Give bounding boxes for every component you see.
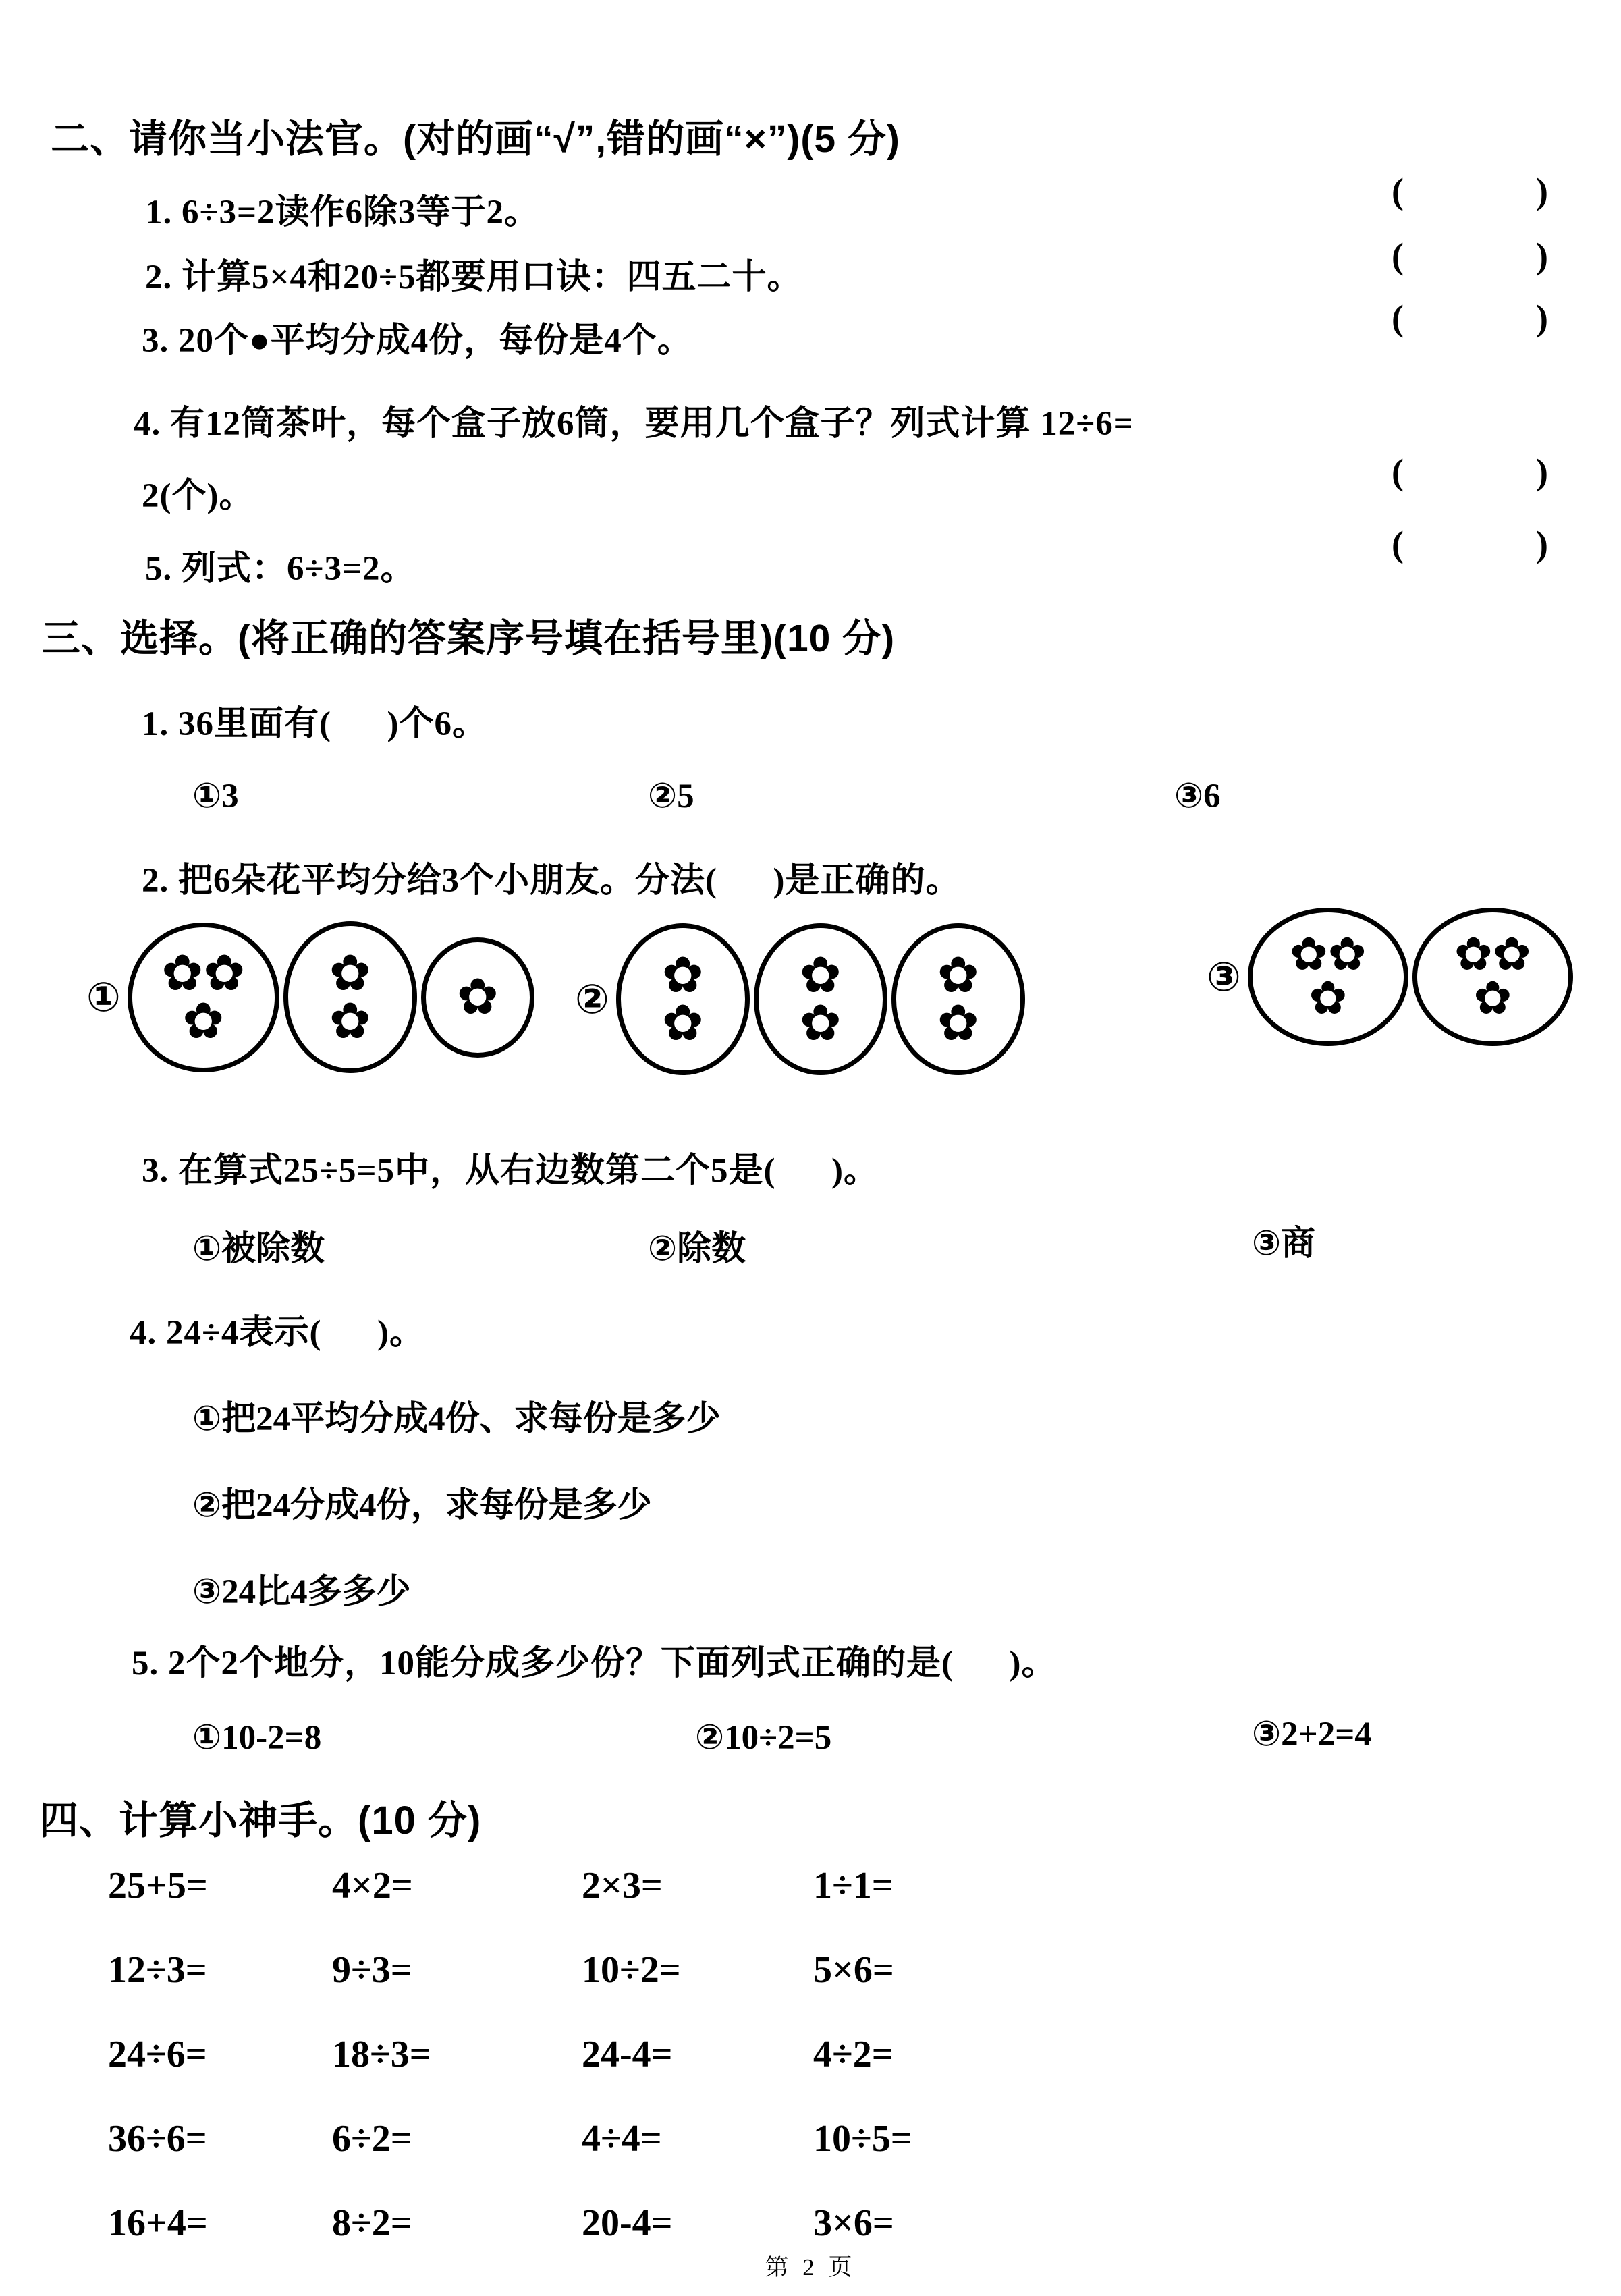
s2-item-1: 1. 6÷3=2读作6除3等于2。	[145, 194, 540, 231]
calc-problem-r4c2: 6÷2=	[332, 2118, 412, 2160]
paren-open: (	[1392, 524, 1404, 564]
s3-q1-option-3: ③6	[1174, 777, 1221, 815]
s2-item-2: 2. 计算5×4和20÷5都要用口诀：四五二十。	[145, 258, 802, 296]
paren-open: (	[1392, 171, 1404, 211]
calc-problem-r2c4: 5×6=	[813, 1949, 894, 1991]
flower-circle	[891, 923, 1025, 1075]
page-number: 第 2 页	[765, 2254, 856, 2280]
s3-q5-option-1: ①10-2=8	[192, 1719, 322, 1757]
paren-close: )	[1536, 452, 1548, 492]
flower-icons: ✿	[456, 968, 499, 1027]
answer-bracket-5	[1392, 523, 1548, 565]
calc-problem-r3c3: 24-4=	[582, 2033, 673, 2075]
s3-q4-suboption-3: ③24比4多多少	[192, 1573, 411, 1611]
flower-icons: ✿✿✿	[1289, 927, 1367, 1025]
flower-icons: ✿✿	[329, 944, 371, 1050]
flower-icons: ✿✿✿	[1454, 927, 1531, 1025]
figure-label-2: ②	[575, 975, 609, 1023]
flower-circle	[283, 921, 417, 1073]
section-four-title: 四、计算小神手。(10 分)	[39, 1799, 482, 1842]
s3-q3-option-2: ②除数	[648, 1230, 746, 1268]
s3-q3-option-3: ③商	[1252, 1225, 1316, 1263]
s3-q2-text: 2. 把6朵花平均分给3个小朋友。分法( )是正确的。	[142, 862, 961, 900]
calc-problem-r5c4: 3×6=	[813, 2202, 894, 2244]
flower-icons: ✿✿	[799, 946, 842, 1052]
calc-problem-r2c3: 10÷2=	[582, 1949, 681, 1991]
figure-label-3: ③	[1207, 953, 1241, 1001]
s3-q4-suboption-1: ①把24平均分成4份、求每份是多少	[192, 1400, 721, 1438]
answer-bracket-3	[1392, 297, 1548, 339]
paren-close: )	[1536, 298, 1548, 338]
flower-circle	[128, 923, 279, 1072]
calc-problem-r3c2: 18÷3=	[332, 2033, 431, 2075]
s2-item-3: 3. 20个●平均分成4份，每份是4个。	[142, 322, 692, 360]
flower-figure-option-2	[575, 923, 1029, 1075]
flower-circle	[754, 923, 887, 1075]
flower-circle	[421, 937, 534, 1058]
calc-problem-r5c1: 16+4=	[108, 2202, 208, 2244]
flower-icons: ✿✿	[661, 946, 704, 1052]
s2-item-4-line1: 4. 有12筒茶叶，每个盒子放6筒，要用几个盒子？列式计算 12÷6=	[134, 405, 1134, 443]
calc-problem-r4c1: 36÷6=	[108, 2118, 207, 2160]
calc-problem-r1c1: 25+5=	[108, 1865, 208, 1907]
s2-item-4-line2: 2(个)。	[142, 477, 254, 515]
flower-icons: ✿✿✿	[161, 944, 246, 1050]
calc-problem-r2c1: 12÷3=	[108, 1949, 207, 1991]
paren-close: )	[1536, 236, 1548, 276]
calc-problem-r3c1: 24÷6=	[108, 2033, 207, 2075]
answer-bracket-2	[1392, 235, 1548, 277]
calc-problem-r5c2: 8÷2=	[332, 2202, 412, 2244]
s3-q5-option-2: ②10÷2=5	[695, 1719, 832, 1757]
paren-close: )	[1536, 524, 1548, 564]
s3-q4-text: 4. 24÷4表示( )。	[130, 1314, 424, 1352]
paren-open: (	[1392, 236, 1404, 276]
s3-q1-option-1: ①3	[192, 777, 239, 815]
calc-problem-r1c2: 4×2=	[332, 1865, 413, 1907]
s3-q1-option-2: ②5	[648, 777, 694, 815]
paren-close: )	[1536, 171, 1548, 211]
section-two-title: 二、请你当小法官。(对的画“√”,错的画“×”)(5 分)	[51, 117, 900, 161]
calc-problem-r4c3: 4÷4=	[582, 2118, 662, 2160]
section-three-title: 三、选择。(将正确的答案序号填在括号里)(10 分)	[42, 617, 896, 660]
calc-problem-r4c4: 10÷5=	[813, 2118, 912, 2160]
calc-problem-r2c2: 9÷3=	[332, 1949, 412, 1991]
flower-figure-option-3	[1207, 908, 1577, 1046]
calc-problem-r5c3: 20-4=	[582, 2202, 673, 2244]
flower-circle	[1412, 908, 1573, 1046]
paren-open: (	[1392, 452, 1404, 492]
s2-item-5: 5. 列式：6÷3=2。	[145, 550, 416, 588]
calc-problem-r1c3: 2×3=	[582, 1865, 663, 1907]
flower-circle	[616, 923, 750, 1075]
calc-problem-r3c4: 4÷2=	[813, 2033, 894, 2075]
flower-figure-option-1	[86, 921, 539, 1073]
s3-q5-option-3: ③2+2=4	[1252, 1716, 1372, 1753]
answer-bracket-4	[1392, 451, 1548, 493]
s3-q3-text: 3. 在算式25÷5=5中，从右边数第二个5是( )。	[142, 1152, 879, 1190]
s3-q1-text: 1. 36里面有( )个6。	[142, 705, 487, 743]
answer-bracket-1	[1392, 170, 1548, 212]
flower-circle	[1248, 908, 1408, 1046]
calc-problem-r1c4: 1÷1=	[813, 1865, 894, 1907]
s3-q5-text: 5. 2个2个地分，10能分成多少份？下面列式正确的是( )。	[132, 1645, 1057, 1683]
s3-q4-suboption-2: ②把24分成4份，求每份是多少	[192, 1487, 652, 1525]
figure-label-1: ①	[86, 973, 121, 1021]
s3-q3-option-1: ①被除数	[192, 1230, 325, 1268]
flower-icons: ✿✿	[937, 946, 979, 1052]
paren-open: (	[1392, 298, 1404, 338]
